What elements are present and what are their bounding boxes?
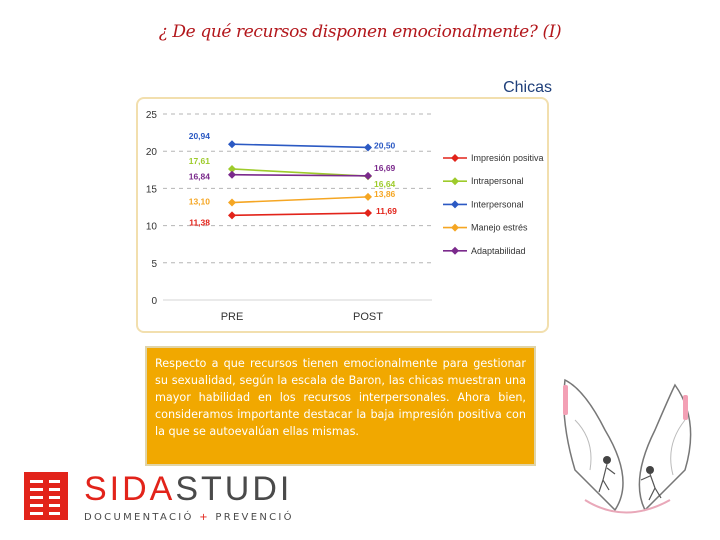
logo-mark-icon (24, 472, 68, 520)
logo-wordmark: SIDASTUDI (84, 470, 293, 508)
x-tick-label: PRE (220, 311, 244, 323)
chart-subtitle: Chicas (503, 79, 552, 96)
legend-marker (451, 247, 459, 255)
y-tick-label: 5 (151, 258, 157, 270)
y-tick-label: 25 (145, 110, 157, 121)
data-label: 11,69 (376, 206, 397, 217)
y-tick-label: 0 (151, 296, 157, 307)
data-point (228, 140, 236, 148)
series-line (232, 213, 368, 215)
logo-tagline: DOCUMENTACIÓ + PREVENCIÓ (84, 512, 294, 523)
data-point (364, 172, 372, 180)
legend-label: Manejo estrés (471, 222, 528, 233)
data-point (364, 209, 372, 217)
legend-label: Intrapersonal (471, 176, 524, 187)
y-tick-label: 10 (145, 221, 157, 233)
legend-label: Adaptabilidad (471, 245, 526, 256)
data-point (228, 211, 236, 219)
data-label: 13,10 (188, 196, 210, 207)
data-label: 16,64 (374, 179, 396, 190)
series-line (232, 175, 368, 176)
data-label: 16,84 (188, 171, 210, 182)
data-label: 13,86 (374, 188, 396, 199)
decorative-illustration (545, 360, 715, 530)
data-point (228, 171, 236, 179)
x-tick-label: POST (353, 311, 383, 323)
y-tick-label: 15 (145, 184, 157, 196)
series-line (232, 197, 368, 203)
data-label: 20,50 (374, 140, 396, 151)
legend-label: Impresión positiva (471, 153, 544, 163)
slide-title: ¿ De qué recursos disponen emocionalmente? (I) (158, 22, 562, 42)
sidastudi-logo (24, 470, 294, 526)
legend-marker (451, 224, 459, 232)
legend-marker (451, 177, 459, 185)
data-label: 20,94 (188, 131, 210, 142)
data-point (364, 143, 372, 151)
legend-marker (451, 200, 459, 208)
summary-text: Respecto a que recursos tienen emocionalmente para gestionar su sexualidad, según la escala de Baron, las chicas muestran una mayor habilidad en los recursos interpersonales. Ahora bien, consideramos importante destacar la baja impresión positiva con la que se autoevalúan ellas mismas. (155, 357, 526, 438)
summary-text-box (145, 346, 536, 466)
data-point (228, 199, 236, 207)
legend-marker (451, 154, 459, 162)
data-label: 16,69 (374, 162, 396, 173)
data-label: 11,38 (189, 217, 210, 228)
y-tick-label: 20 (145, 147, 157, 159)
data-point (364, 193, 372, 201)
data-label: 17,61 (188, 155, 210, 166)
legend-label: Interpersonal (471, 199, 524, 210)
series-line (232, 144, 368, 147)
